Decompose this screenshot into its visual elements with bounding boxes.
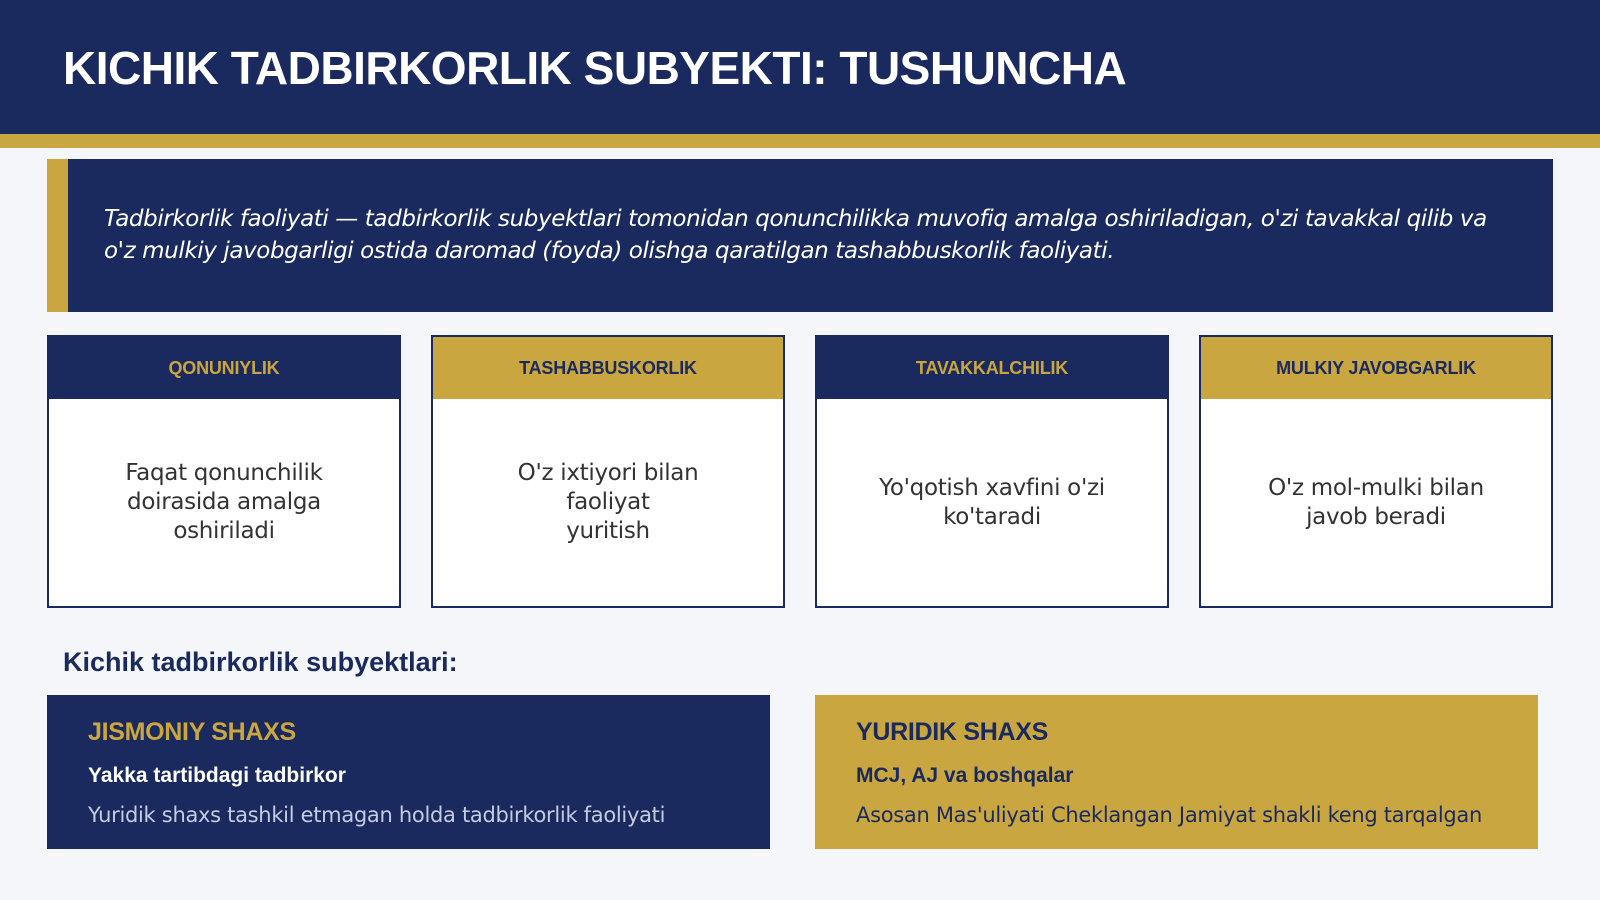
- card-qonuniylik: [47, 335, 401, 608]
- card-body: [433, 399, 783, 606]
- card-text-line: javob beradi: [1306, 503, 1446, 530]
- entity-subtitle: MCJ, AJ va boshqalar: [856, 764, 1074, 787]
- card-text-line: O'z mol-mulki bilan: [1268, 474, 1484, 501]
- definition-accent-bar: [47, 159, 68, 312]
- card-title: MULKIY JAVOBGARLIK: [1201, 337, 1551, 399]
- entity-subtitle: Yakka tartibdagi tadbirkor: [88, 764, 346, 787]
- definition-box: [47, 159, 1553, 312]
- subjects-heading: Kichik tadbirkorlik subyektlari:: [63, 647, 458, 677]
- card-body: [1201, 399, 1551, 606]
- card-text-line: Yo'qotish xavfini o'zi: [879, 474, 1105, 501]
- entity-title: JISMONIY SHAXS: [88, 718, 296, 746]
- card-body: [817, 399, 1167, 606]
- entity-yuridik-shaxs: [815, 695, 1538, 849]
- header-accent-stripe: [0, 134, 1600, 148]
- entity-description: Yuridik shaxs tashkil etmagan holda tadbirkorlik faoliyati: [88, 803, 666, 827]
- card-title: TASHABBUSKORLIK: [433, 337, 783, 399]
- card-text-line: doirasida amalga: [127, 489, 321, 515]
- card-title: QONUNIYLIK: [49, 337, 399, 399]
- entity-description: Asosan Mas'uliyati Cheklangan Jamiyat shakli keng tarqalgan: [856, 803, 1482, 827]
- definition-text: Tadbirkorlik faoliyati — tadbirkorlik subyektlari tomonidan qonunchilikka muvofiq amalga oshiriladigan, o'zi tavakkal qilib va o'z mulkiy javobgarligi ostida daromad (foyda) olishga qaratilgan tashabbuskorlik faoliyati.: [104, 206, 1487, 264]
- card-text-line: Faqat qonunchilik: [125, 460, 323, 486]
- card-text-line: O'z ixtiyori bilan faoliyat: [517, 460, 699, 515]
- card-text-line: oshiriladi: [173, 518, 275, 544]
- card-tashabbuskorlik: [431, 335, 785, 608]
- slide-title: KICHIK TADBIRKORLIK SUBYEKTI: TUSHUNCHA: [63, 42, 1127, 94]
- entity-jismoniy-shaxs: [47, 695, 770, 849]
- card-body: [49, 399, 399, 606]
- card-text-line: ko'taradi: [943, 503, 1041, 530]
- entity-title: YURIDIK SHAXS: [856, 718, 1048, 746]
- card-tavakkalchilik: [815, 335, 1169, 608]
- card-mulkiy-javobgarlik: [1199, 335, 1553, 608]
- card-text-line: yuritish: [566, 518, 650, 544]
- card-title: TAVAKKALCHILIK: [817, 337, 1167, 399]
